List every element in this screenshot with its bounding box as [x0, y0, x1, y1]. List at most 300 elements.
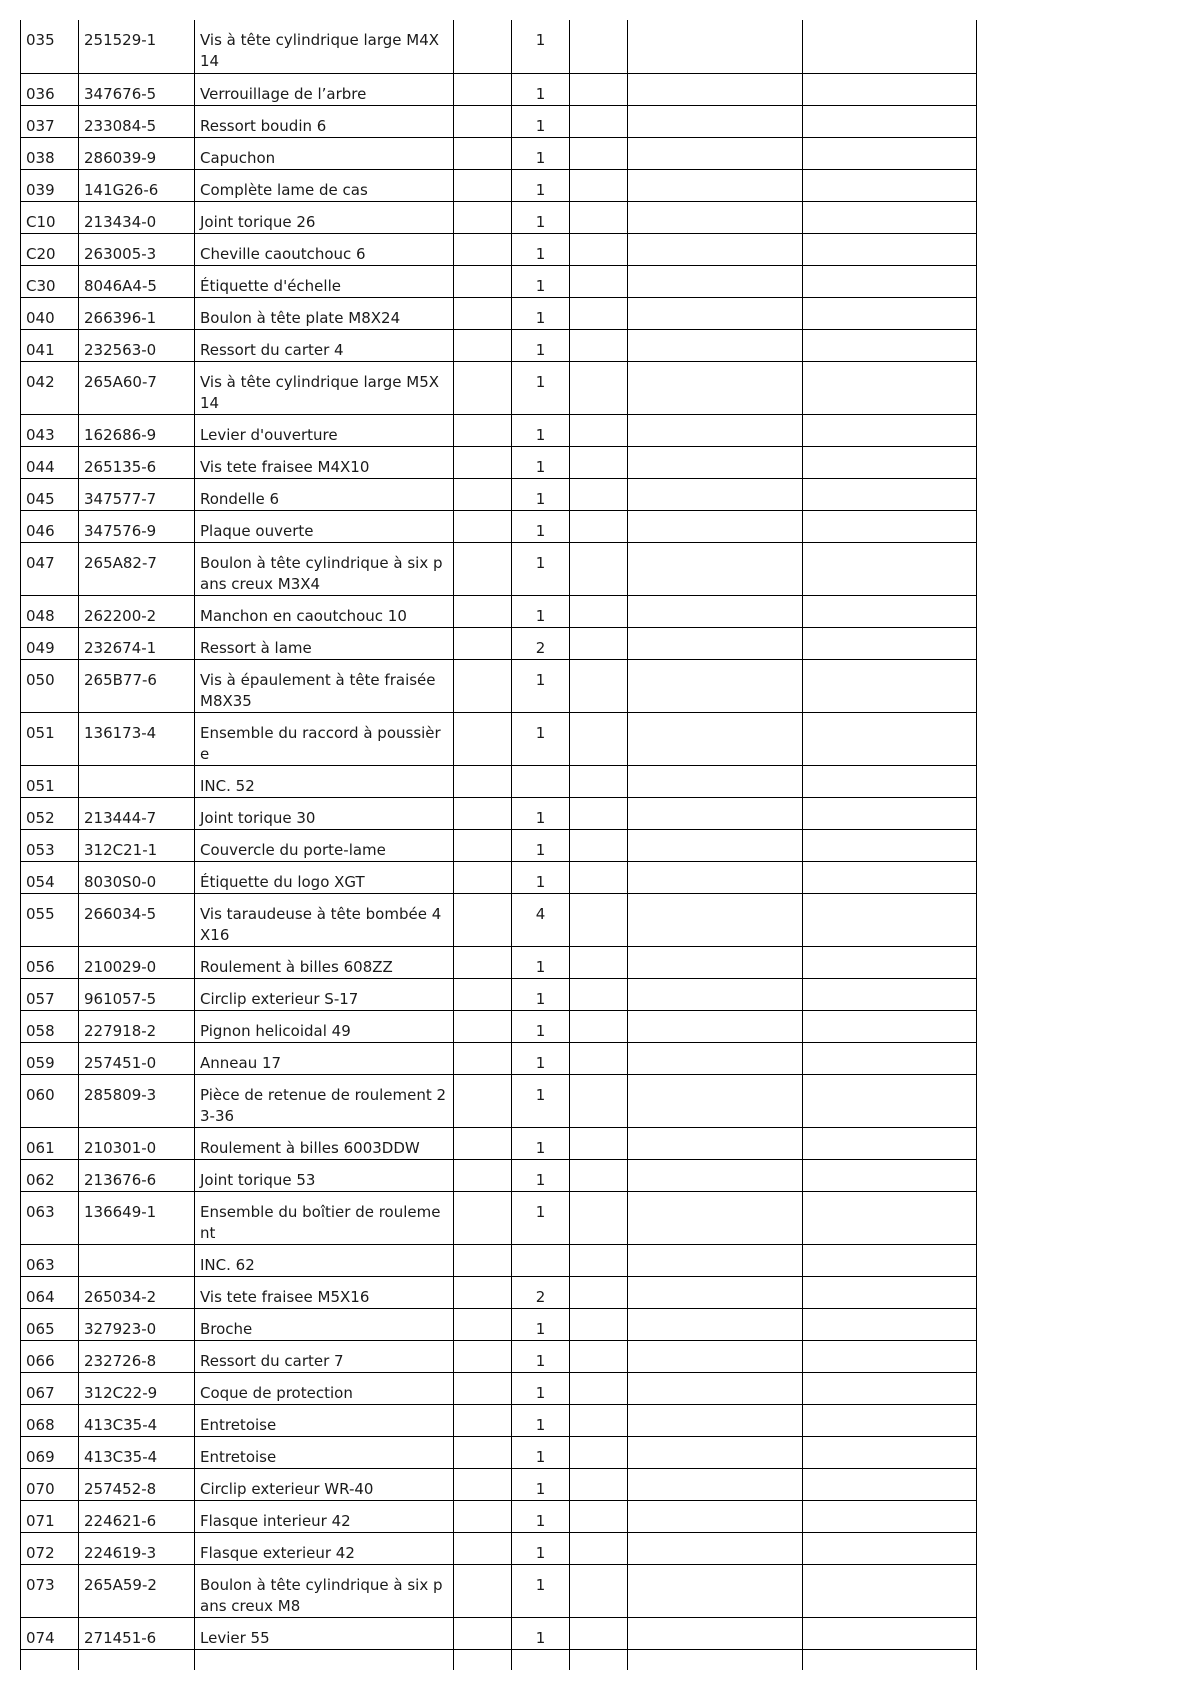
empty-cell: [628, 1436, 803, 1468]
table-row-continuation: [21, 1649, 977, 1670]
quantity-cell: 1: [512, 1159, 570, 1191]
empty-cell: [803, 1436, 977, 1468]
empty-cell: [803, 797, 977, 829]
item-number-cell: 045: [21, 478, 79, 510]
description-cell: Vis tete fraisee M5X16: [195, 1276, 454, 1308]
quantity-cell: 1: [512, 265, 570, 297]
empty-cell: [570, 20, 628, 73]
item-number-cell: 071: [21, 1500, 79, 1532]
empty-cell: [628, 1532, 803, 1564]
quantity-cell: 1: [512, 361, 570, 414]
empty-cell: [454, 712, 512, 765]
empty-cell: [570, 1617, 628, 1649]
empty-cell: [570, 978, 628, 1010]
item-number-cell: 061: [21, 1127, 79, 1159]
empty-cell: [803, 201, 977, 233]
description-cell: Anneau 17: [195, 1042, 454, 1074]
empty-cell: [803, 1191, 977, 1244]
quantity-cell: 1: [512, 1372, 570, 1404]
item-number-cell: 049: [21, 627, 79, 659]
quantity-cell: 1: [512, 20, 570, 73]
part-number-cell: 232674-1: [79, 627, 195, 659]
part-number-cell: 265B77-6: [79, 659, 195, 712]
description-cell: Pièce de retenue de roulement 23-36: [195, 1074, 454, 1127]
empty-cell: [628, 1564, 803, 1617]
item-number-cell: 038: [21, 137, 79, 169]
description-cell: Cheville caoutchouc 6: [195, 233, 454, 265]
item-number-cell: 064: [21, 1276, 79, 1308]
quantity-cell: 1: [512, 659, 570, 712]
empty-cell: [628, 797, 803, 829]
item-number-cell: 053: [21, 829, 79, 861]
item-number-cell: 069: [21, 1436, 79, 1468]
empty-cell: [628, 1340, 803, 1372]
table-row: [21, 829, 977, 861]
item-number-cell: 039: [21, 169, 79, 201]
empty-cell: [570, 765, 628, 797]
quantity-cell: 1: [512, 414, 570, 446]
quantity-cell: [512, 765, 570, 797]
empty-cell: [454, 20, 512, 73]
empty-cell: [803, 1276, 977, 1308]
empty-cell: [570, 297, 628, 329]
table-row: [21, 712, 977, 765]
empty-cell: [628, 1308, 803, 1340]
empty-cell: [803, 1532, 977, 1564]
quantity-cell: 1: [512, 297, 570, 329]
empty-cell: [628, 1372, 803, 1404]
empty-cell: [454, 201, 512, 233]
item-number-cell: 066: [21, 1340, 79, 1372]
quantity-cell: 1: [512, 233, 570, 265]
empty-cell: [454, 893, 512, 946]
empty-cell: [628, 414, 803, 446]
quantity-cell: 1: [512, 137, 570, 169]
empty-cell: [570, 1074, 628, 1127]
empty-cell: [454, 1308, 512, 1340]
empty-cell: [803, 1617, 977, 1649]
part-number-cell: 265135-6: [79, 446, 195, 478]
part-number-cell: 213444-7: [79, 797, 195, 829]
empty-cell: [570, 201, 628, 233]
part-number-cell: 210301-0: [79, 1127, 195, 1159]
item-number-cell: 043: [21, 414, 79, 446]
table-row: [21, 797, 977, 829]
empty-cell: [803, 1404, 977, 1436]
item-number-cell: 055: [21, 893, 79, 946]
empty-cell: [570, 1159, 628, 1191]
item-number-cell: C10: [21, 201, 79, 233]
quantity-cell: 1: [512, 797, 570, 829]
item-number-cell: 042: [21, 361, 79, 414]
part-number-cell: 312C22-9: [79, 1372, 195, 1404]
empty-cell: [803, 414, 977, 446]
description-cell: Entretoise: [195, 1404, 454, 1436]
part-number-cell: [79, 765, 195, 797]
quantity-cell: 1: [512, 1436, 570, 1468]
empty-cell: [454, 1649, 512, 1670]
empty-cell: [803, 659, 977, 712]
empty-cell: [803, 233, 977, 265]
item-number-cell: 048: [21, 595, 79, 627]
empty-cell: [570, 1468, 628, 1500]
empty-cell: [454, 233, 512, 265]
empty-cell: [628, 829, 803, 861]
part-number-cell: 257451-0: [79, 1042, 195, 1074]
empty-cell: [628, 765, 803, 797]
description-cell: Ressort du carter 7: [195, 1340, 454, 1372]
part-number-cell: 266396-1: [79, 297, 195, 329]
empty-cell: [628, 1191, 803, 1244]
empty-cell: [803, 1649, 977, 1670]
table-row: [21, 361, 977, 414]
empty-cell: [803, 765, 977, 797]
part-number-cell: 347676-5: [79, 73, 195, 105]
empty-cell: [454, 265, 512, 297]
empty-cell: [803, 137, 977, 169]
description-cell: Manchon en caoutchouc 10: [195, 595, 454, 627]
table-row: [21, 1468, 977, 1500]
table-row: [21, 627, 977, 659]
table-row: [21, 414, 977, 446]
part-number-cell: 961057-5: [79, 978, 195, 1010]
empty-cell: [628, 1159, 803, 1191]
empty-cell: [570, 595, 628, 627]
empty-cell: [570, 1010, 628, 1042]
empty-cell: [628, 137, 803, 169]
empty-cell: [454, 1404, 512, 1436]
quantity-cell: 1: [512, 1042, 570, 1074]
empty-cell: [454, 1532, 512, 1564]
empty-cell: [570, 712, 628, 765]
empty-cell: [570, 169, 628, 201]
table-row: [21, 510, 977, 542]
part-number-cell: 224619-3: [79, 1532, 195, 1564]
part-number-cell: 141G26-6: [79, 169, 195, 201]
empty-cell: [570, 510, 628, 542]
table-row: [21, 893, 977, 946]
description-cell: INC. 52: [195, 765, 454, 797]
empty-cell: [454, 1276, 512, 1308]
description-cell: Ensemble du boîtier de roulement: [195, 1191, 454, 1244]
empty-cell: [803, 946, 977, 978]
empty-cell: [628, 169, 803, 201]
empty-cell: [803, 73, 977, 105]
empty-cell: [570, 627, 628, 659]
table-row: [21, 297, 977, 329]
table-row: [21, 1127, 977, 1159]
description-cell: Vis tete fraisee M4X10: [195, 446, 454, 478]
item-number-cell: 047: [21, 542, 79, 595]
quantity-cell: 2: [512, 627, 570, 659]
empty-cell: [570, 478, 628, 510]
empty-cell: [803, 361, 977, 414]
quantity-cell: 1: [512, 1564, 570, 1617]
item-number-cell: 040: [21, 297, 79, 329]
empty-cell: [570, 1404, 628, 1436]
empty-cell: [628, 1127, 803, 1159]
empty-cell: [570, 1532, 628, 1564]
empty-cell: [570, 861, 628, 893]
empty-cell: [803, 478, 977, 510]
item-number-cell: 052: [21, 797, 79, 829]
description-cell: Étiquette d'échelle: [195, 265, 454, 297]
empty-cell: [454, 1191, 512, 1244]
item-number-cell: 056: [21, 946, 79, 978]
empty-cell: [628, 361, 803, 414]
quantity-cell: 1: [512, 1468, 570, 1500]
empty-cell: [570, 73, 628, 105]
empty-cell: [628, 446, 803, 478]
empty-cell: [454, 105, 512, 137]
empty-cell: [803, 1308, 977, 1340]
table-row: [21, 1042, 977, 1074]
part-number-cell: 265A60-7: [79, 361, 195, 414]
quantity-cell: 1: [512, 73, 570, 105]
part-number-cell: 286039-9: [79, 137, 195, 169]
quantity-cell: 1: [512, 861, 570, 893]
empty-cell: [454, 73, 512, 105]
part-number-cell: [79, 1244, 195, 1276]
item-number-cell: C20: [21, 233, 79, 265]
item-number-cell: 057: [21, 978, 79, 1010]
empty-cell: [628, 893, 803, 946]
table-row: [21, 105, 977, 137]
description-cell: Coque de protection: [195, 1372, 454, 1404]
table-row: [21, 542, 977, 595]
empty-cell: [803, 893, 977, 946]
item-number-cell: 041: [21, 329, 79, 361]
quantity-cell: 1: [512, 829, 570, 861]
item-number-cell: 068: [21, 1404, 79, 1436]
description-cell: Joint torique 53: [195, 1159, 454, 1191]
empty-cell: [803, 861, 977, 893]
empty-cell: [803, 712, 977, 765]
table-row: [21, 1244, 977, 1276]
item-number-cell: 070: [21, 1468, 79, 1500]
description-cell: Vis taraudeuse à tête bombée 4X16: [195, 893, 454, 946]
quantity-cell: 1: [512, 1127, 570, 1159]
table-row: [21, 233, 977, 265]
quantity-cell: 1: [512, 1500, 570, 1532]
part-number-cell: 210029-0: [79, 946, 195, 978]
table-row: [21, 595, 977, 627]
empty-cell: [803, 1340, 977, 1372]
part-number-cell: 262200-2: [79, 595, 195, 627]
empty-cell: [803, 20, 977, 73]
empty-cell: [570, 414, 628, 446]
description-cell: Plaque ouverte: [195, 510, 454, 542]
empty-cell: [570, 1500, 628, 1532]
quantity-cell: 1: [512, 1308, 570, 1340]
part-number-cell: 265A59-2: [79, 1564, 195, 1617]
empty-cell: [628, 105, 803, 137]
item-number-cell: 062: [21, 1159, 79, 1191]
empty-cell: [628, 978, 803, 1010]
empty-cell: [454, 829, 512, 861]
table-row: [21, 265, 977, 297]
empty-cell: [454, 1159, 512, 1191]
empty-cell: [803, 1372, 977, 1404]
item-number-cell: 035: [21, 20, 79, 73]
empty-cell: [628, 329, 803, 361]
empty-cell: [454, 414, 512, 446]
empty-cell: [803, 1468, 977, 1500]
part-number-cell: 327923-0: [79, 1308, 195, 1340]
description-cell: Roulement à billes 6003DDW: [195, 1127, 454, 1159]
empty-cell: [570, 265, 628, 297]
quantity-cell: 1: [512, 542, 570, 595]
empty-cell: [628, 73, 803, 105]
empty-cell: [628, 1244, 803, 1276]
table-row: [21, 1500, 977, 1532]
table-row: [21, 1191, 977, 1244]
empty-cell: [628, 1468, 803, 1500]
item-number-cell: 073: [21, 1564, 79, 1617]
empty-cell: [570, 1564, 628, 1617]
empty-cell: [454, 978, 512, 1010]
description-cell: Vis à épaulement à tête fraisée M8X35: [195, 659, 454, 712]
empty-cell: [570, 1436, 628, 1468]
item-number-cell: 067: [21, 1372, 79, 1404]
empty-cell: [628, 712, 803, 765]
quantity-cell: 1: [512, 510, 570, 542]
empty-cell: [570, 1042, 628, 1074]
part-number-cell: 413C35-4: [79, 1436, 195, 1468]
empty-cell: [628, 20, 803, 73]
part-number-cell: 265034-2: [79, 1276, 195, 1308]
empty-cell: [803, 1500, 977, 1532]
empty-cell: [803, 1074, 977, 1127]
empty-cell: [454, 137, 512, 169]
empty-cell: [454, 765, 512, 797]
part-number-cell: 162686-9: [79, 414, 195, 446]
table-row: [21, 1308, 977, 1340]
empty-cell: [570, 233, 628, 265]
empty-cell: [803, 1127, 977, 1159]
part-number-cell: 257452-8: [79, 1468, 195, 1500]
part-number-cell: 263005-3: [79, 233, 195, 265]
empty-cell: [628, 265, 803, 297]
table-row: [21, 478, 977, 510]
empty-cell: [570, 1340, 628, 1372]
item-number-cell: 072: [21, 1532, 79, 1564]
empty-cell: [570, 1244, 628, 1276]
empty-cell: [454, 1372, 512, 1404]
table-row: [21, 329, 977, 361]
empty-cell: [803, 595, 977, 627]
empty-cell: [570, 446, 628, 478]
empty-cell: [628, 233, 803, 265]
part-number-cell: 8030S0-0: [79, 861, 195, 893]
quantity-cell: 2: [512, 1276, 570, 1308]
quantity-cell: 1: [512, 1191, 570, 1244]
empty-cell: [628, 1042, 803, 1074]
empty-cell: [454, 446, 512, 478]
quantity-cell: 1: [512, 201, 570, 233]
empty-cell: [570, 946, 628, 978]
empty-cell: [570, 1308, 628, 1340]
description-cell: Circlip exterieur S-17: [195, 978, 454, 1010]
quantity-cell: 1: [512, 1010, 570, 1042]
item-number-cell: 060: [21, 1074, 79, 1127]
part-number-cell: 213676-6: [79, 1159, 195, 1191]
empty-cell: [195, 1649, 454, 1670]
description-cell: Boulon à tête plate M8X24: [195, 297, 454, 329]
empty-cell: [454, 169, 512, 201]
empty-cell: [454, 627, 512, 659]
quantity-cell: 1: [512, 1404, 570, 1436]
item-number-cell: 063: [21, 1244, 79, 1276]
part-number-cell: 136649-1: [79, 1191, 195, 1244]
empty-cell: [803, 1042, 977, 1074]
empty-cell: [454, 946, 512, 978]
empty-cell: [803, 1010, 977, 1042]
empty-cell: [454, 478, 512, 510]
empty-cell: [454, 1436, 512, 1468]
empty-cell: [570, 1191, 628, 1244]
quantity-cell: 1: [512, 105, 570, 137]
empty-cell: [570, 659, 628, 712]
table-row: [21, 1074, 977, 1127]
empty-cell: [454, 861, 512, 893]
empty-cell: [803, 169, 977, 201]
empty-cell: [454, 297, 512, 329]
part-number-cell: 224621-6: [79, 1500, 195, 1532]
empty-cell: [628, 1500, 803, 1532]
empty-cell: [454, 1468, 512, 1500]
description-cell: Ressort du carter 4: [195, 329, 454, 361]
description-cell: Rondelle 6: [195, 478, 454, 510]
item-number-cell: 037: [21, 105, 79, 137]
part-number-cell: 232563-0: [79, 329, 195, 361]
part-number-cell: 8046A4-5: [79, 265, 195, 297]
empty-cell: [628, 1649, 803, 1670]
empty-cell: [628, 595, 803, 627]
description-cell: Verrouillage de l’arbre: [195, 73, 454, 105]
part-number-cell: 271451-6: [79, 1617, 195, 1649]
empty-cell: [570, 1127, 628, 1159]
description-cell: Circlip exterieur WR-40: [195, 1468, 454, 1500]
empty-cell: [803, 627, 977, 659]
empty-cell: [570, 797, 628, 829]
empty-cell: [512, 1649, 570, 1670]
item-number-cell: 050: [21, 659, 79, 712]
empty-cell: [570, 1276, 628, 1308]
part-number-cell: 227918-2: [79, 1010, 195, 1042]
description-cell: Joint torique 26: [195, 201, 454, 233]
empty-cell: [628, 510, 803, 542]
item-number-cell: 044: [21, 446, 79, 478]
empty-cell: [570, 137, 628, 169]
empty-cell: [454, 1340, 512, 1372]
empty-cell: [454, 595, 512, 627]
empty-cell: [454, 361, 512, 414]
item-number-cell: C30: [21, 265, 79, 297]
empty-cell: [454, 510, 512, 542]
table-row: [21, 1159, 977, 1191]
empty-cell: [21, 1649, 79, 1670]
table-row: [21, 1617, 977, 1649]
table-row: [21, 169, 977, 201]
part-number-cell: 265A82-7: [79, 542, 195, 595]
empty-cell: [628, 659, 803, 712]
item-number-cell: 046: [21, 510, 79, 542]
item-number-cell: 051: [21, 765, 79, 797]
table-row: [21, 765, 977, 797]
empty-cell: [628, 1010, 803, 1042]
table-row: [21, 978, 977, 1010]
